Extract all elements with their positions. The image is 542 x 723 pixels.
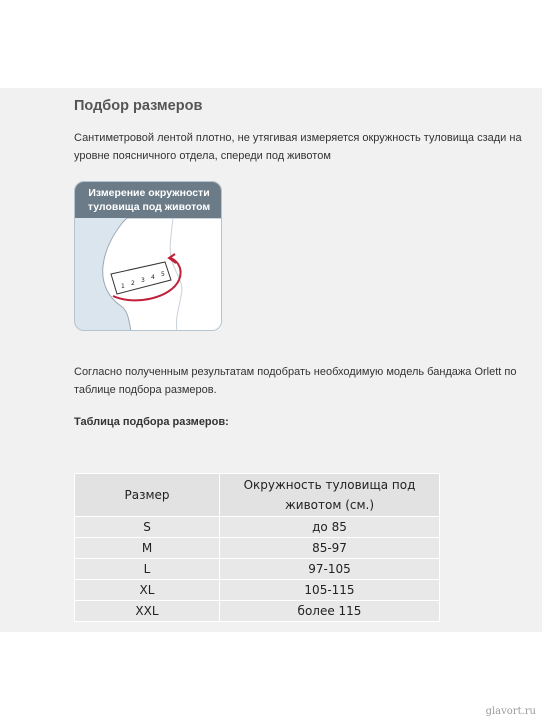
table-row: [75, 580, 440, 601]
circumference-cell: более 115: [220, 601, 440, 622]
tape-mark-3: 3: [141, 277, 145, 284]
circumference-cell: до 85: [220, 517, 440, 538]
illustration-caption-line2: туловища под животом: [87, 201, 211, 213]
header-size: Размер: [75, 474, 220, 517]
measurement-illustration: [74, 181, 222, 331]
size-cell: XXL: [75, 601, 220, 622]
page-title: Подбор размеров: [74, 98, 203, 114]
tape-mark-1: 1: [121, 283, 125, 290]
circumference-cell: 85-97: [220, 538, 440, 559]
instruction-text: Согласно полученным результатам подобрать необходимую модель бандажа Orlett по таблице подбора размеров.: [74, 366, 517, 396]
size-cell: L: [75, 559, 220, 580]
table-header-row: [75, 474, 440, 517]
size-cell: M: [75, 538, 220, 559]
illustration-caption-line1: Измерение окружности: [88, 187, 210, 199]
header-circumference: Окружность туловища под животом (см.): [220, 474, 440, 517]
size-cell: S: [75, 517, 220, 538]
table-row: [75, 517, 440, 538]
belly-tape-icon: [75, 218, 222, 331]
watermark: glavort.ru: [485, 706, 536, 717]
size-table: [74, 473, 440, 622]
intro-text: Сантиметровой лентой плотно, не утягивая измеряется окружность туловища сзади на уровне поясничного отдела, спереди под животом: [74, 132, 522, 162]
table-title: Таблица подбора размеров:: [74, 416, 229, 428]
table-row: [75, 538, 440, 559]
illustration-caption: [75, 182, 222, 218]
table-row: [75, 601, 440, 622]
tape-mark-2: 2: [131, 280, 135, 287]
size-cell: XL: [75, 580, 220, 601]
tape-mark-4: 4: [151, 274, 155, 281]
tape-mark-5: 5: [161, 271, 165, 278]
circumference-cell: 97-105: [220, 559, 440, 580]
table-row: [75, 559, 440, 580]
circumference-cell: 105-115: [220, 580, 440, 601]
